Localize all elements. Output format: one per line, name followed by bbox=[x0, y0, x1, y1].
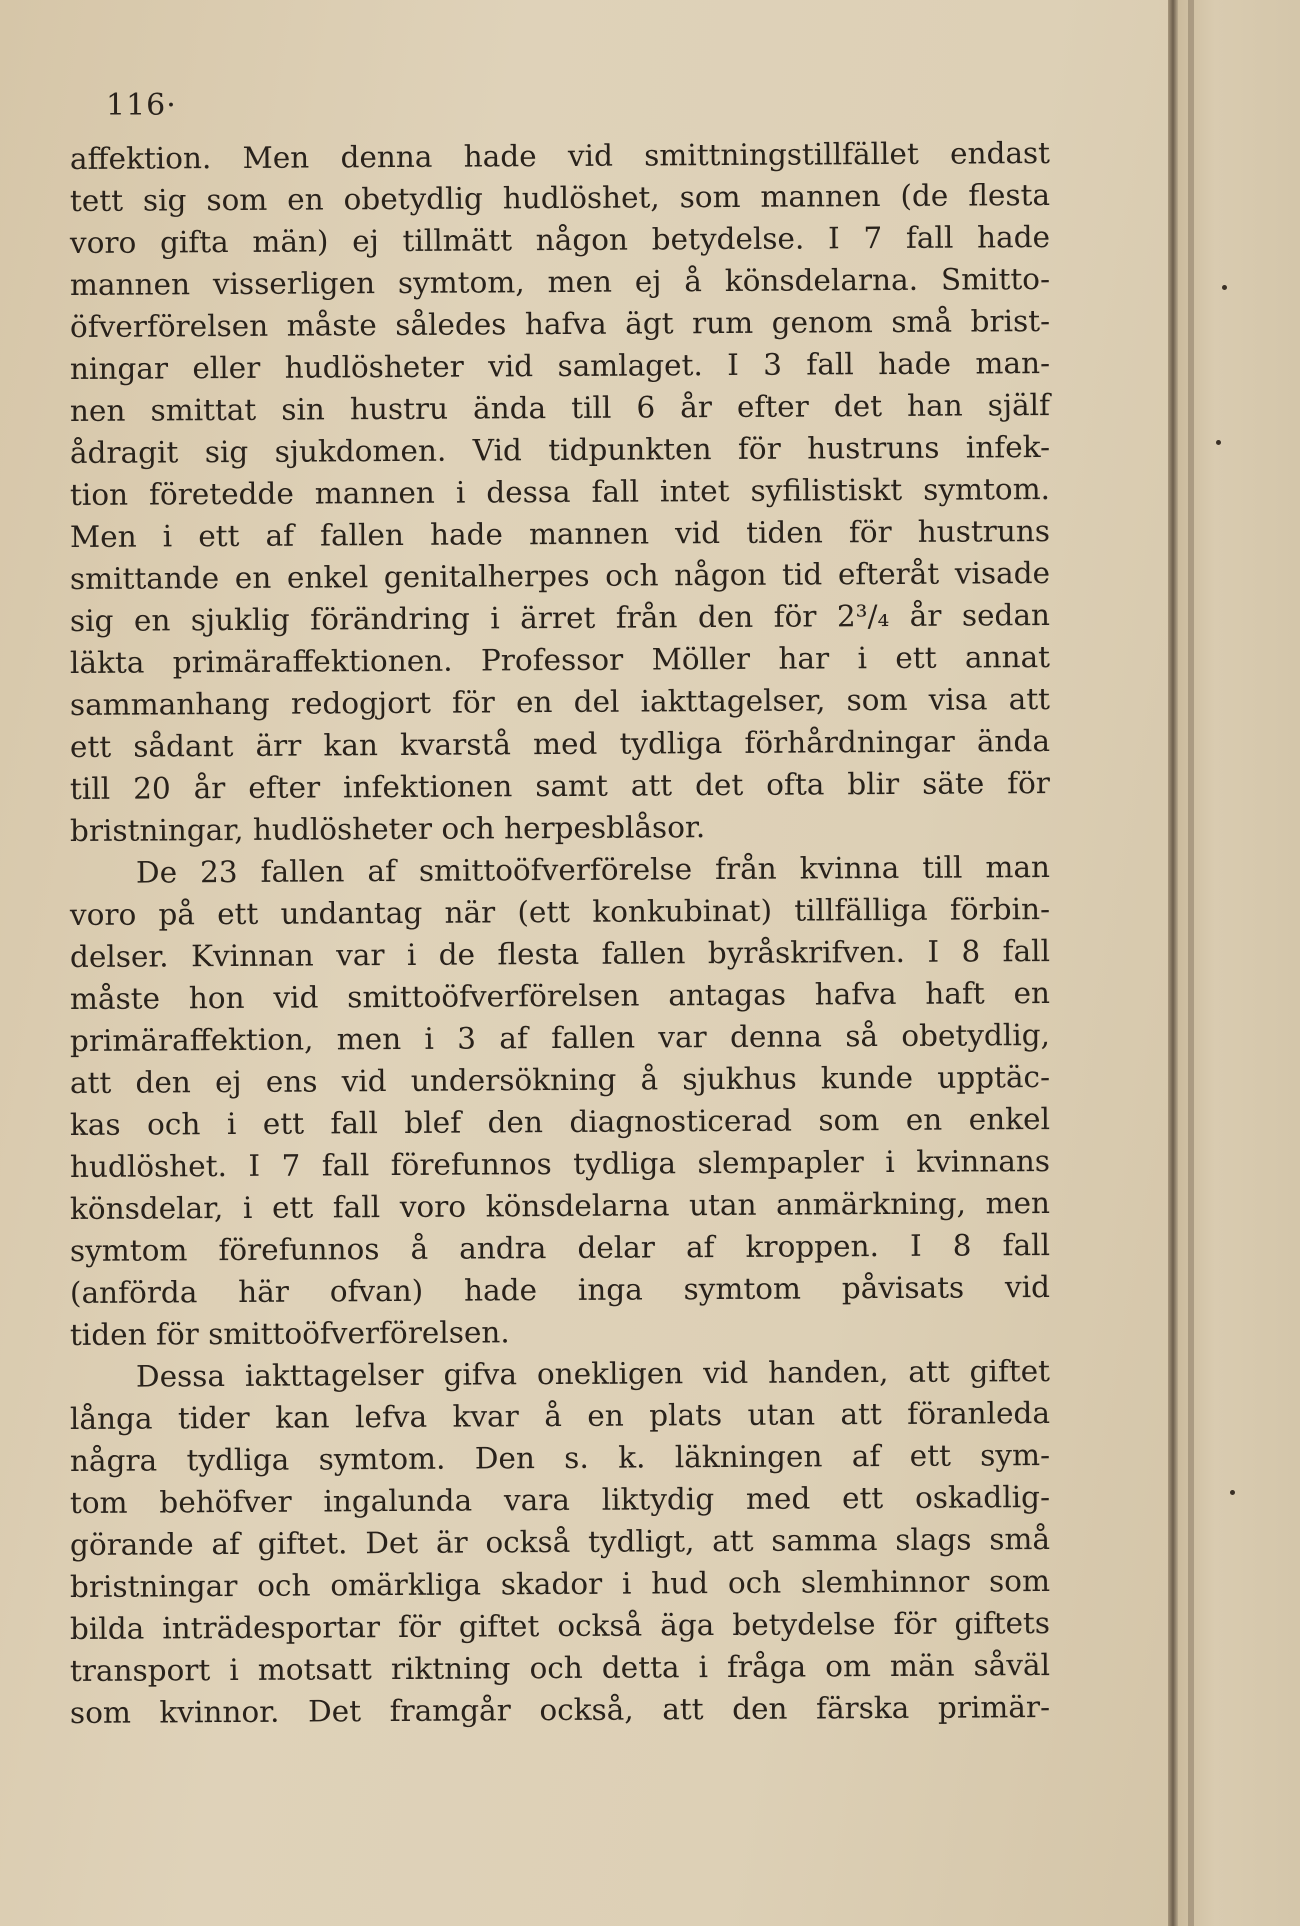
ink-speck bbox=[1230, 1490, 1235, 1495]
text-line: till 20 år efter infektionen samt att det ofta blir säte för bbox=[69, 766, 1051, 806]
ink-speck bbox=[1216, 440, 1221, 445]
text-line: görande af giftet. Det är också tydligt, att samma slags små bbox=[69, 1522, 1051, 1562]
text-line: symtom förefunnos å andra delar af kroppen. I 8 fall bbox=[69, 1228, 1051, 1268]
text-line: sammanhang redogjort för en del iakttagelser, som visa att bbox=[69, 682, 1051, 722]
text-line: läkta primäraffektionen. Professor Möller har i ett annat bbox=[69, 640, 1051, 680]
text-line: (anförda här ofvan) hade inga symtom påvisats vid bbox=[69, 1270, 1051, 1310]
text-line: långa tider kan lefva kvar å en plats utan att föranleda bbox=[69, 1396, 1051, 1436]
text-line: Dessa iakttagelser gifva onekligen vid handen, att giftet bbox=[135, 1354, 1051, 1394]
text-line: delser. Kvinnan var i de flesta fallen byråskrifven. I 8 fall bbox=[69, 934, 1051, 974]
text-line: tion företedde mannen i dessa fall intet syfilistiskt symtom. bbox=[69, 472, 1051, 512]
text-line: voro på ett undantag när (ett konkubinat) tillfälliga förbin- bbox=[69, 892, 1051, 932]
text-line: tett sig som en obetydlig hudlöshet, som mannen (de flesta bbox=[69, 178, 1051, 218]
ink-speck bbox=[1222, 285, 1227, 290]
text-line: smittande en enkel genitalherpes och någon tid efteråt visade bbox=[69, 556, 1051, 596]
text-line: sig en sjuklig förändring i ärret från den för 2³/₄ år sedan bbox=[69, 598, 1051, 638]
text-line: några tydliga symtom. Den s. k. läkningen af ett sym- bbox=[69, 1438, 1051, 1478]
text-line: tom behöfver ingalunda vara liktydig med ett oskadlig- bbox=[69, 1480, 1051, 1520]
text-line: bristningar och omärkliga skador i hud och slemhinnor som bbox=[69, 1564, 1051, 1604]
text-line: De 23 fallen af smittoöfverförelse från kvinna till man bbox=[135, 850, 1051, 890]
text-line: kas och i ett fall blef den diagnosticerad som en enkel bbox=[69, 1102, 1051, 1142]
text-line: Men i ett af fallen hade mannen vid tiden för hustruns bbox=[69, 514, 1051, 554]
text-line: transport i motsatt riktning och detta i fråga om män såväl bbox=[69, 1648, 1051, 1688]
text-line: voro gifta män) ej tillmätt någon betydelse. I 7 fall hade bbox=[69, 220, 1051, 260]
spine-shadow bbox=[1188, 0, 1194, 1926]
text-line: könsdelar, i ett fall voro könsdelarna utan anmärkning, men bbox=[69, 1186, 1051, 1226]
text-line: att den ej ens vid undersökning å sjukhus kunde upptäc- bbox=[69, 1060, 1051, 1100]
book-gutter bbox=[1168, 0, 1178, 1926]
text-line: ningar eller hudlösheter vid samlaget. I 3 fall hade man- bbox=[69, 346, 1051, 386]
text-line: primäraffektion, men i 3 af fallen var denna så obetydlig, bbox=[69, 1018, 1051, 1058]
text-line: som kvinnor. Det framgår också, att den färska primär- bbox=[69, 1690, 1051, 1730]
page-number: 116· bbox=[106, 88, 177, 123]
text-line: bilda inträdesportar för giftet också äga betydelse för giftets bbox=[69, 1606, 1051, 1646]
facing-page-edge bbox=[1178, 0, 1300, 1926]
text-line: affektion. Men denna hade vid smittningstillfället endast bbox=[69, 136, 1051, 176]
text-line: måste hon vid smittoöfverförelsen antagas hafva haft en bbox=[69, 976, 1051, 1016]
body-text bbox=[70, 138, 1050, 1734]
text-line: nen smittat sin hustru ända till 6 år efter det han själf bbox=[69, 388, 1051, 428]
text-line: bristningar, hudlösheter och herpesblåsor. bbox=[69, 810, 706, 848]
text-line: mannen visserligen symtom, men ej å könsdelarna. Smitto- bbox=[69, 262, 1051, 302]
text-line: öfverförelsen måste således hafva ägt rum genom små brist- bbox=[69, 304, 1051, 344]
text-line: ådragit sig sjukdomen. Vid tidpunkten för hustruns infek- bbox=[69, 430, 1051, 470]
text-line: tiden för smittoöfverförelsen. bbox=[69, 1315, 510, 1352]
text-line: hudlöshet. I 7 fall förefunnos tydliga slempapler i kvinnans bbox=[69, 1144, 1051, 1184]
text-line: ett sådant ärr kan kvarstå med tydliga förhårdningar ända bbox=[69, 724, 1051, 764]
